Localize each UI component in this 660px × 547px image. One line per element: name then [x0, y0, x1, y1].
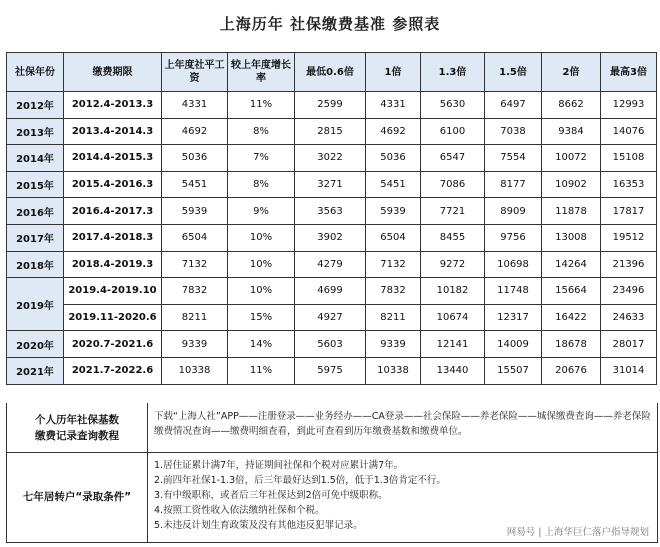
x15-cell: 15507 [485, 357, 542, 384]
residence-label: 七年居转户“录取条件” [7, 452, 148, 542]
salary-cell: 5939 [162, 198, 228, 225]
growth-cell: 10% [228, 224, 295, 251]
x13-cell: 6547 [421, 145, 485, 172]
growth-cell: 10% [228, 251, 295, 278]
x2-cell: 8662 [542, 92, 601, 119]
x2-cell: 9384 [542, 118, 601, 145]
period-cell: 2019.11-2020.6 [64, 304, 162, 331]
x1-cell: 9339 [366, 331, 421, 358]
requirement-item: 4.按照工资性收入依法缴纳社保和个税。 [154, 505, 325, 516]
x1-cell: 7132 [366, 251, 421, 278]
table-row [7, 92, 657, 119]
min-cell: 4699 [295, 278, 366, 305]
x13-cell: 10674 [421, 304, 485, 331]
salary-cell: 4331 [162, 92, 228, 119]
x13-cell: 6100 [421, 118, 485, 145]
x2-cell: 15664 [542, 278, 601, 305]
x3-cell: 23496 [601, 278, 657, 305]
growth-cell: 10% [228, 278, 295, 305]
x1-cell: 4331 [366, 92, 421, 119]
x2-cell: 11878 [542, 198, 601, 225]
x1-cell: 4692 [366, 118, 421, 145]
salary-cell: 9339 [162, 331, 228, 358]
x15-cell: 8909 [485, 198, 542, 225]
year-cell: 2014年 [7, 145, 64, 172]
min-cell: 3902 [295, 224, 366, 251]
min-cell: 3271 [295, 171, 366, 198]
table-row [7, 304, 657, 331]
header-x1: 1倍 [366, 53, 421, 92]
table-row [7, 198, 657, 225]
min-cell: 5603 [295, 331, 366, 358]
x13-cell: 9272 [421, 251, 485, 278]
x3-cell: 15108 [601, 145, 657, 172]
x13-cell: 13440 [421, 357, 485, 384]
period-cell: 2018.4-2019.3 [64, 251, 162, 278]
header-period: 缴费期限 [64, 53, 162, 92]
contribution-table [6, 52, 657, 385]
period-cell: 2013.4-2014.3 [64, 118, 162, 145]
x1-cell: 5939 [366, 198, 421, 225]
min-cell: 5975 [295, 357, 366, 384]
growth-cell: 11% [228, 357, 295, 384]
salary-cell: 7132 [162, 251, 228, 278]
x3-cell: 31014 [601, 357, 657, 384]
x3-cell: 17817 [601, 198, 657, 225]
year-cell: 2012年 [7, 92, 64, 119]
x15-cell: 6497 [485, 92, 542, 119]
x2-cell: 13008 [542, 224, 601, 251]
period-cell: 2021.7-2022.6 [64, 357, 162, 384]
year-cell: 2021年 [7, 357, 64, 384]
requirement-item: 5.未违反计划生育政策及没有其他违反犯罪记录。 [154, 520, 363, 531]
x3-cell: 21396 [601, 251, 657, 278]
period-cell: 2012.4-2013.3 [64, 92, 162, 119]
header-x15: 1.5倍 [485, 53, 542, 92]
x15-cell: 8177 [485, 171, 542, 198]
table-row [7, 145, 657, 172]
table-row [7, 224, 657, 251]
x2-cell: 10902 [542, 171, 601, 198]
x2-cell: 14264 [542, 251, 601, 278]
salary-cell: 5036 [162, 145, 228, 172]
x15-cell: 7554 [485, 145, 542, 172]
x1-cell: 6504 [366, 224, 421, 251]
min-cell: 4927 [295, 304, 366, 331]
table-row [7, 357, 657, 384]
table-row [7, 278, 657, 305]
inquiry-label-line2: 缴费记录查询教程 [35, 429, 119, 442]
period-cell: 2020.7-2021.6 [64, 331, 162, 358]
x3-cell: 19512 [601, 224, 657, 251]
period-cell: 2019.4-2019.10 [64, 278, 162, 305]
x1-cell: 5036 [366, 145, 421, 172]
year-cell: 2017年 [7, 224, 64, 251]
x3-cell: 28017 [601, 331, 657, 358]
table-row [7, 118, 657, 145]
inquiry-section [6, 403, 658, 453]
min-cell: 2599 [295, 92, 366, 119]
x15-cell: 10698 [485, 251, 542, 278]
min-cell: 3022 [295, 145, 366, 172]
x2-cell: 10072 [542, 145, 601, 172]
x1-cell: 8211 [366, 304, 421, 331]
inquiry-label [7, 403, 148, 452]
table-header-row [7, 53, 657, 92]
inquiry-label-line1: 个人历年社保基数 [35, 413, 119, 426]
inquiry-text: 下载“上海人社”APP——注册登录——业务经办——CA登录——社会保险——养老保险——城保缴费查询——养老保险缴费情况查询——缴费明细查看，到此可查看到历年缴费基数和缴费单位。 [154, 411, 651, 437]
x2-cell: 18678 [542, 331, 601, 358]
salary-cell: 4692 [162, 118, 228, 145]
x13-cell: 7721 [421, 198, 485, 225]
x3-cell: 24633 [601, 304, 657, 331]
growth-cell: 9% [228, 198, 295, 225]
requirement-item: 3.有中级职称，或者后三年社保达到2倍可免中级职称。 [154, 490, 388, 501]
salary-cell: 10338 [162, 357, 228, 384]
header-year: 社保年份 [7, 53, 64, 92]
x13-cell: 7086 [421, 171, 485, 198]
page-title: 上海历年 社保缴费基准 参照表 [219, 15, 441, 33]
requirement-item: 2.前四年社保1-1.3倍，后三年最好达到1.5倍，低于1.3倍肯定不行。 [154, 475, 446, 486]
x1-cell: 10338 [366, 357, 421, 384]
growth-cell: 8% [228, 171, 295, 198]
min-cell: 2815 [295, 118, 366, 145]
period-cell: 2015.4-2016.3 [64, 171, 162, 198]
growth-cell: 11% [228, 92, 295, 119]
x3-cell: 14076 [601, 118, 657, 145]
header-x2: 2倍 [542, 53, 601, 92]
salary-cell: 5451 [162, 171, 228, 198]
x3-cell: 12993 [601, 92, 657, 119]
x2-cell: 16422 [542, 304, 601, 331]
x3-cell: 16353 [601, 171, 657, 198]
watermark: 网易号 | 上海华巨仁落户指导规划 [504, 523, 652, 539]
min-cell: 3563 [295, 198, 366, 225]
x15-cell: 12317 [485, 304, 542, 331]
header-min: 最低0.6倍 [295, 53, 366, 92]
table-row [7, 331, 657, 358]
x13-cell: 5630 [421, 92, 485, 119]
x2-cell: 20676 [542, 357, 601, 384]
x15-cell: 7038 [485, 118, 542, 145]
salary-cell: 8211 [162, 304, 228, 331]
table-row [7, 251, 657, 278]
year-cell: 2013年 [7, 118, 64, 145]
x1-cell: 7832 [366, 278, 421, 305]
year-cell: 2015年 [7, 171, 64, 198]
year-cell: 2019年 [7, 278, 64, 331]
x15-cell: 9756 [485, 224, 542, 251]
header-salary: 上年度社平工资 [162, 53, 228, 92]
growth-cell: 7% [228, 145, 295, 172]
salary-cell: 7832 [162, 278, 228, 305]
min-cell: 4279 [295, 251, 366, 278]
year-cell: 2018年 [7, 251, 64, 278]
x13-cell: 8455 [421, 224, 485, 251]
period-cell: 2014.4-2015.3 [64, 145, 162, 172]
x1-cell: 5451 [366, 171, 421, 198]
growth-cell: 14% [228, 331, 295, 358]
growth-cell: 15% [228, 304, 295, 331]
year-cell: 2020年 [7, 331, 64, 358]
period-cell: 2016.4-2017.3 [64, 198, 162, 225]
period-cell: 2017.4-2018.3 [64, 224, 162, 251]
requirement-item: 1.居住证累计满7年，持证期间社保和个税对应累计满7年。 [154, 460, 404, 471]
x15-cell: 11748 [485, 278, 542, 305]
growth-cell: 8% [228, 118, 295, 145]
year-cell: 2016年 [7, 198, 64, 225]
x13-cell: 12141 [421, 331, 485, 358]
salary-cell: 6504 [162, 224, 228, 251]
x15-cell: 14009 [485, 331, 542, 358]
header-x3: 最高3倍 [601, 53, 657, 92]
header-x13: 1.3倍 [421, 53, 485, 92]
table-row [7, 171, 657, 198]
header-growth: 较上年度增长率 [228, 53, 295, 92]
x13-cell: 10182 [421, 278, 485, 305]
